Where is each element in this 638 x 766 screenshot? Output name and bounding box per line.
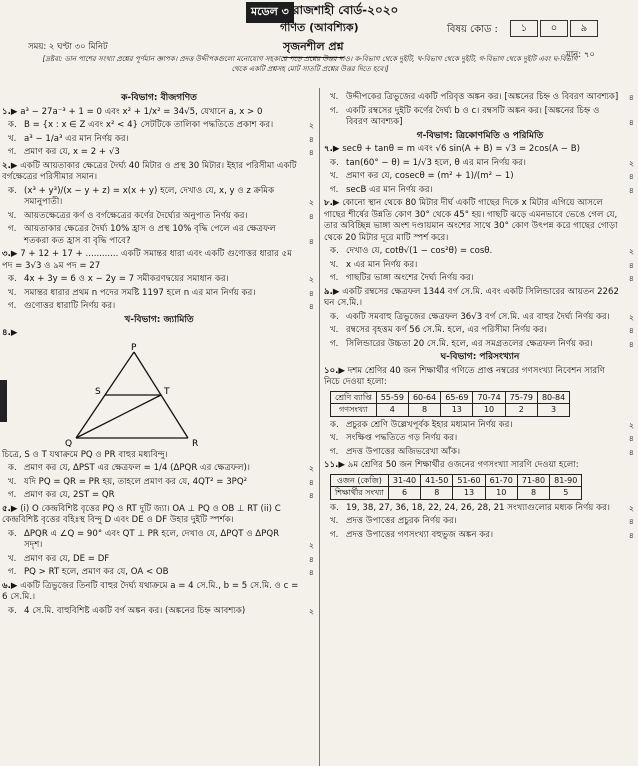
table-cell: 51-60 [453, 474, 485, 487]
sub-question [324, 185, 636, 197]
question-number: গ. [8, 567, 17, 577]
question-text: প্রদত্ত উপাত্তের প্রচুরক নির্ণয় কর। [346, 516, 457, 526]
question [2, 107, 316, 119]
table-cell: 10 [485, 487, 517, 500]
table-cell: 3 [537, 404, 569, 417]
sub-question [324, 325, 636, 337]
right-column [324, 92, 636, 766]
section-heading: খ-বিভাগ: জ্যামিতি [124, 314, 194, 325]
question-text: প্রমাণ কর যে, ΔPST এর ক্ষেত্রফল = 1/4 (ΔPQR এর ক্ষেত্রফল)। [24, 463, 250, 473]
question-number: গ. [330, 338, 339, 349]
sub-question [324, 92, 636, 104]
table-cell: 55-59 [376, 391, 408, 404]
question-text: 19, 38, 27, 36, 18, 22, 24, 26, 28, 21 সংখ্যাগুলোর মধ্যক নির্ণয় কর। [346, 502, 610, 513]
question-text: আয়তক্ষেত্রের কর্ণ ও বর্গক্ষেত্রের কর্ণের দৈর্ঘ্যের অনুপাত নির্ণয় কর। [24, 210, 248, 221]
sub-question [2, 301, 316, 313]
sub-question [324, 433, 636, 445]
question-marks: ৪ [628, 447, 634, 457]
question-text: একটি আয়তাকার ক্ষেত্রের দৈর্ঘ্য 40 মিটার ও প্রস্থ 30 মিটার। ইহার পরিসীমা একটি বর্গক্ষেত্রের পরিসীমার সমান। [2, 160, 297, 182]
question-number: গ. [8, 301, 17, 311]
question-number: খ. [330, 92, 339, 102]
question-text: একটি ত্রিভুজের তিনটি বাহুর দৈর্ঘ্য যথাক্রমে a = 4 সে.মি., b = 5 সে.মি. ও c = 6 সে.মি.। [2, 580, 299, 602]
question-text: (i) O কেন্দ্রবিশিষ্ট বৃত্তের PQ ও RT দুটি জ্যা। OA ⊥ PQ ও OB ⊥ RT (ii) C কেন্দ্রবিশিষ্ট বৃত্তের বহিঃস্থ বিন্দু D এবং DE ও DF উহার দুইটি স্পর্শক। [2, 503, 281, 525]
question-number: ক. [8, 605, 17, 616]
model-tag: মডেল ৩ [246, 2, 294, 23]
sub-question [2, 490, 316, 502]
frequency-table [330, 391, 570, 417]
sub-question [2, 224, 316, 247]
question-number: খ. [8, 210, 17, 221]
question-text: PQ > RT হলে, প্রমাণ কর যে, OA < OB [24, 567, 169, 577]
question-marks: ৪ [308, 302, 314, 311]
sub-question [2, 463, 316, 475]
question-marks: ২ [308, 121, 314, 130]
question-number: ক. [8, 120, 17, 130]
table-cell: ওজন (কেজি) [331, 474, 389, 487]
question [2, 581, 316, 604]
question-text: একটি রম্বসের ক্ষেত্রফল 1344 বর্গ সে.মি. এবং একটি সিলিন্ডারের আয়তন 2262 ঘন সে.মি.। [324, 286, 619, 308]
question-type: সৃজনশীল প্রশ্ন [283, 38, 344, 58]
question-marks: ৪ [628, 185, 634, 195]
table-row [331, 487, 582, 500]
question-text: প্রমাণ কর যে, 2ST = QR [24, 490, 115, 500]
table-cell: 31-40 [388, 474, 420, 487]
question-marks: ৪ [628, 339, 634, 349]
question-number: গ. [330, 529, 339, 540]
sub-question [2, 134, 316, 146]
table-cell: 65-69 [441, 391, 473, 404]
question-number: ৯.▶ [324, 286, 340, 297]
code-digit: ১ [510, 20, 538, 37]
table-cell: 81-90 [550, 474, 582, 487]
question-text: প্রদত্ত উপাত্তের অজিভরেখা আঁক। [346, 446, 461, 457]
question-number: ৬.▶ [2, 580, 18, 591]
instructions: [দ্রষ্টব্য: ডান পাশের সংখ্যা প্রশ্নের পূর্ণমান জ্ঞাপক। প্রদত্ত উদ্দীপকগুলো মনোযোগ সহকারে পড়ে প্রশ্নের উত্তর দাও। ক-বিভাগ থেকে দুইটি, খ-বিভাগ থেকে দুইটি, গ-বিভাগ থেকে দুইটি এবং ঘ-বিভাগ থেকে একটি প্রশ্নসহ মোট সাতটি প্রশ্নের উত্তর দিতে হবে।] [42, 55, 578, 73]
question-marks: ৪ [628, 530, 634, 540]
question-number: ক. [8, 528, 17, 539]
question-marks: ৪ [308, 554, 314, 564]
question-text: প্রচুরক শ্রেণি উল্লেখপূর্বক ইহার মধ্যমান নির্ণয় কর। [346, 419, 513, 430]
question-number: খ. [330, 325, 339, 335]
question-marks: ৪ [628, 93, 634, 102]
question-marks: ৪ [308, 568, 314, 577]
table-row [331, 404, 570, 417]
sub-question [324, 260, 636, 272]
question-marks: ৪ [308, 236, 314, 246]
question [2, 161, 316, 184]
subject-title: গণিত (আবশ্যিক) [280, 21, 359, 34]
table-cell: 13 [453, 487, 485, 500]
question-text: ΔPQR এ ∠Q = 90° এবং QT ⊥ PR হলে, দেখাও যে, ΔPQT ও ΔPQR সদৃশ। [24, 528, 280, 550]
question-number: ক. [330, 502, 339, 513]
full-marks: মান: ৭০ [566, 50, 595, 60]
table-cell: 2 [505, 404, 537, 417]
table-row [331, 391, 570, 404]
question-number: খ. [8, 133, 17, 144]
question-marks: ৪ [628, 517, 634, 526]
question-number: ১১.▶ [324, 460, 346, 470]
question-number: ১.▶ [2, 106, 18, 117]
table-cell: 70-74 [473, 391, 505, 404]
table-cell: 41-50 [421, 474, 453, 487]
question-number: গ. [8, 490, 17, 500]
question-text: 7 + 12 + 17 + ............ একটি সমান্তর ধারা এবং একটি গুণোত্তর ধারার ৫ম পদ = 3√3 ও ৯ম পদ = 27 [2, 249, 292, 271]
question-text: দেখাও যে, cotθ√(1 − cos²θ) = cosθ. [346, 246, 493, 256]
table-cell: শিক্ষার্থীর সংখ্যা [331, 487, 389, 500]
sub-question [324, 312, 636, 324]
table-cell: 8 [517, 487, 549, 500]
table-cell: 5 [550, 487, 582, 500]
sub-question [2, 567, 316, 579]
question-marks: ২ [628, 158, 634, 168]
question-number: গ. [8, 147, 17, 157]
question-number: ক. [330, 246, 339, 256]
question-text: 4x + 3y = 6 ও x − 2y = 7 সমীকরণদ্বয়ের সমাধান কর। [24, 274, 229, 284]
question-number: ২.▶ [2, 160, 18, 171]
sub-question [2, 288, 316, 300]
question-text: প্রমাণ কর যে, DE = DF [24, 553, 110, 564]
question-marks: ২ [628, 247, 634, 256]
question-number: গ. [8, 224, 17, 234]
sub-question [324, 106, 636, 129]
section-heading: গ-বিভাগ: ত্রিকোণমিতি ও পরিমিতি [416, 130, 544, 141]
table-cell: 60-64 [408, 391, 440, 404]
table-cell: 4 [376, 404, 408, 417]
question-marks: ৪ [628, 434, 634, 443]
question-number: খ. [8, 553, 17, 564]
question [324, 460, 636, 472]
question-text: দশম শ্রেণির 40 জন শিক্ষার্থীর গণিতে প্রাপ্ত নম্বরের গণসংখ্যা নিবেশন সারণি নিচে দেওয়া হলো: [324, 365, 605, 387]
table-cell: 6 [388, 487, 420, 500]
question-text: যদি PQ = QR = PR হয়, তাহলে প্রমাণ কর যে, 4QT² = 3PQ² [24, 476, 248, 487]
question [324, 198, 636, 244]
table-cell: 75-79 [505, 391, 537, 404]
question-number: ৭.▶ [324, 144, 340, 154]
question-number: ১০.▶ [324, 365, 346, 376]
sub-question [2, 186, 316, 209]
question-text: x এর মান নির্ণয় কর। [346, 259, 418, 270]
sub-question [2, 274, 316, 286]
table-cell: গণসংখ্যা [331, 404, 377, 417]
question-number: গ. [330, 105, 339, 116]
sub-question [324, 516, 636, 528]
question-marks: ৪ [628, 274, 634, 283]
question-marks: ৪ [308, 288, 314, 298]
column-divider [319, 88, 320, 766]
question-text: B = {x : x ∈ Z এবং x² < 4} সেটটিকে তালিকা পদ্ধতিতে প্রকাশ কর। [24, 120, 274, 130]
question-marks: ৪ [308, 148, 314, 157]
frequency-table [330, 474, 582, 500]
question [2, 504, 316, 527]
question-text: গাছটির ভাঙ্গা অংশের দৈর্ঘ্য নির্ণয় কর। [346, 273, 474, 283]
question-marks: ২ [308, 464, 314, 473]
question-text: চিত্রে, S ও T যথাক্রমে PQ ও PR বাহুর মধ্যবিন্দু। [2, 449, 168, 460]
question-number: খ. [8, 476, 17, 487]
question-marks: ২ [308, 198, 314, 207]
label-q: Q [65, 438, 73, 449]
left-column [2, 92, 316, 766]
question-text: a³ − 27a⁻³ + 1 = 0 এবং x² + 1/x² = 34√5, যেখানে a, x > 0 [20, 106, 263, 117]
question [324, 144, 636, 156]
question-number: গ. [330, 273, 339, 283]
question-text: প্রমাণ কর যে, x = 2 + √3 [24, 147, 120, 157]
sub-question [324, 273, 636, 285]
question-text: কোনো স্থান থেকে 80 মিটার দীর্ঘ একটি গাছের দিকে x মিটার এগিয়ে আসলে গাছের শীর্ষের উন্নতি কোণ 30° থেকে 45° হয়। গাছটি ঝড়ে এমনভাবে ভেঙে গেল যে, তার অবিচ্ছিন্ন ভাঙ্গা অংশ দণ্ডায়মান অংশের সাথে 30° কোণ উৎপন্ন করে গাছের গোড়া থেকে 20 মিটার দূরে মাটি স্পর্শ করে। [324, 198, 618, 243]
code-digit: ৯ [570, 20, 598, 37]
question-marks: ৪ [628, 172, 634, 181]
question-marks: ৪ [628, 260, 634, 270]
question-number: খ. [330, 433, 339, 443]
sub-question [2, 147, 316, 159]
sub-question [324, 171, 636, 183]
question-marks: ২ [628, 503, 634, 513]
sub-question [324, 420, 636, 432]
label-r: R [192, 438, 199, 449]
question-number: ক. [330, 157, 339, 168]
table-cell: 8 [421, 487, 453, 500]
question-number: ৫.▶ [2, 503, 18, 514]
question-text: একটি সমবাহু ত্রিভুজের ক্ষেত্রফল 36√3 বর্গ সে.মি. এর বাহুর দৈর্ঘ্য নির্ণয় কর। [346, 311, 610, 322]
question-marks: ৪ [308, 211, 314, 221]
question-text: সিলিন্ডারের উচ্চতা 20 সে.মি. হলে, এর সমগ্রতলের ক্ষেত্রফল নির্ণয় কর। [346, 338, 593, 349]
question-marks: ২ [308, 606, 314, 616]
question-number: ক. [330, 419, 339, 430]
table-cell: 8 [408, 404, 440, 417]
sub-question [2, 211, 316, 223]
sub-question [324, 246, 636, 258]
question-text: সংক্ষিপ্ত পদ্ধতিতে গড় নির্ণয় কর। [346, 433, 458, 443]
question-text: আয়তাকার ক্ষেত্রের দৈর্ঘ্য 10% হ্রাস ও প্রস্থ 10% বৃদ্ধি পেলে এর ক্ষেত্রফল শতকরা কত হ্রাস বা বৃদ্ধি পাবে? [24, 224, 276, 246]
triangle-figure [62, 342, 212, 450]
sub-question [2, 606, 316, 618]
question-marks: ৪ [308, 134, 314, 144]
board-name: রাজশাহী বোর্ড-২০২০ [293, 3, 399, 17]
table-cell: 13 [441, 404, 473, 417]
question-number: খ. [8, 287, 17, 298]
question-text: tan(60° − θ) = 1/√3 হলে, θ এর মান নির্ণয় কর। [346, 157, 526, 168]
question-text: প্রমাণ কর যে, cosecθ = (m² + 1)/(m² − 1) [346, 171, 514, 181]
question [2, 328, 316, 340]
question-number: খ. [330, 259, 339, 270]
question-marks: ২ [628, 420, 634, 430]
section-heading: ঘ-বিভাগ: পরিসংখ্যান [440, 352, 520, 362]
question-number: ৪.▶ [2, 328, 18, 338]
table-cell: শ্রেণি ব্যাপ্তি [331, 391, 377, 404]
section-heading: ক-বিভাগ: বীজগণিত [121, 93, 197, 103]
question-number: ৩.▶ [2, 249, 18, 259]
question-marks: ২ [308, 541, 314, 550]
question-text: (x³ + y³)/(x − y + z) = x(x + y) হলে, দেখাও যে, x, y ও z ক্রমিক সমানুপাতী। [24, 185, 275, 207]
question-text: প্রদত্ত উপাত্তের গণসংখ্যা বহুভুজ অঙ্কন কর। [346, 529, 494, 540]
subject-code-label: বিষয় কোড : [447, 24, 498, 35]
segment-qt [76, 395, 161, 438]
question-number: খ. [330, 171, 339, 181]
sub-question [2, 554, 316, 566]
question-marks: ২ [628, 312, 634, 322]
sub-question [324, 339, 636, 351]
table-cell: 71-80 [517, 474, 549, 487]
sub-question [2, 529, 316, 552]
question [324, 287, 636, 310]
question-number: ৮.▶ [324, 198, 340, 208]
exam-time: সময়: ২ ঘণ্টা ৩০ মিনিট [28, 42, 108, 52]
question-text: একটি রম্বসের দুইটি কর্ণের দৈর্ঘ্য b ও c। রম্বসটি অঙ্কন কর। [অঙ্কনের চিহ্ন ও বিবরণ আবশ্যক] [346, 105, 600, 127]
table-cell: 61-70 [485, 474, 517, 487]
sub-question [2, 477, 316, 489]
question-number: ক. [8, 463, 17, 473]
sub-question [324, 503, 636, 515]
label-p: P [131, 342, 137, 353]
question-text: রম্বসের বৃহত্তম কর্ণ 56 সে.মি. হলে, এর পরিসীমা নির্ণয় কর। [346, 325, 547, 335]
question-number: গ. [330, 184, 339, 195]
question-number: গ. [330, 446, 339, 457]
exam-header [0, 0, 638, 92]
code-digit: ০ [540, 20, 568, 37]
question-text: secθ + tanθ = m এবং √6 sin(A + B) = √3 = 2cos(A − B) [342, 144, 580, 154]
question [2, 249, 316, 272]
question-text: উদ্দীপকের ত্রিভুজের একটি পরিবৃত্ত অঙ্কন কর। [অঙ্কনের চিহ্ন ও বিবরণ আবশ্যক] [346, 92, 619, 102]
table-cell: 80-84 [537, 391, 569, 404]
question-text: secB এর মান নির্ণয় কর। [346, 184, 433, 195]
question-marks: ৪ [628, 118, 634, 127]
question-number: ক. [8, 274, 17, 284]
sub-question [2, 120, 316, 132]
question-number: খ. [330, 516, 339, 526]
question-text: সমান্তর ধারার প্রথম n পদের সমষ্টি 1197 হলে n এর মান নির্ণয় কর। [24, 287, 256, 298]
question-marks: ২ [308, 275, 314, 284]
question [324, 366, 636, 389]
label-t: T [164, 386, 170, 397]
question-text: ৯ম শ্রেণির 50 জন শিক্ষার্থীর ওজনের গণসংখ্যা সারণি দেওয়া হলো: [347, 460, 579, 470]
sub-question [324, 447, 636, 459]
sub-question [324, 530, 636, 542]
table-row [331, 474, 582, 487]
question-text: 4 সে.মি. বাহুবিশিষ্ট একটি বর্গ অঙ্কন কর। (অঙ্কনের চিহ্ন আবশ্যক) [24, 605, 246, 616]
question-marks: ৪ [628, 326, 634, 335]
label-s: S [95, 386, 101, 397]
question [2, 450, 316, 462]
question-number: ক. [8, 185, 17, 196]
table-cell: 10 [473, 404, 505, 417]
question-number: ক. [330, 311, 339, 322]
question-text: a³ − 1/a³ এর মান নির্ণয় কর। [24, 133, 129, 144]
question-text: গুণোত্তর ধারাটি নির্ণয় কর। [24, 301, 116, 311]
question-marks: ৪ [308, 491, 314, 500]
sub-question [324, 158, 636, 170]
question-marks: ৪ [308, 477, 314, 487]
